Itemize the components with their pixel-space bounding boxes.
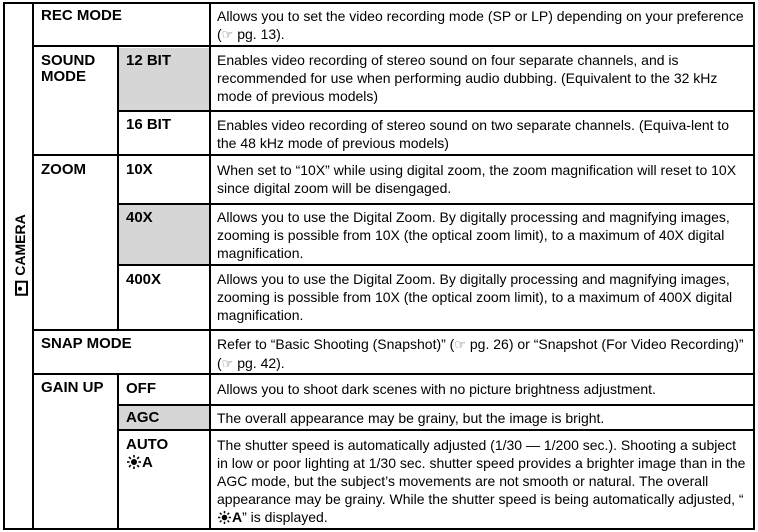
page-ref-icon: ☞ — [221, 356, 234, 371]
divider-h-off — [117, 404, 755, 406]
divider-h-40x — [117, 264, 755, 266]
section-label-text: CAMERA — [12, 214, 28, 276]
gain-off-desc: Allows you to shoot dark scenes with no picture brightness adjustment. — [217, 381, 656, 397]
zoom-40x-label: 40X — [126, 209, 153, 226]
gain-auto-desc: The shutter speed is automatically adjusted (1/30 — 1/200 sec.). Shooting a subject in low or poor lighting at 1/30 sec. shutter speed provides a brighter image than in the AGC mode, but the subject’s movements are not smooth or natural. The overall appearance may be grainy. While the shutter speed is being automatically adjusted, “A” is displayed. — [217, 437, 746, 525]
gain-agc-label: AGC — [126, 409, 160, 426]
gain-auto-label — [126, 437, 168, 471]
divider-h-agc — [117, 429, 755, 431]
sound-mode-label: SOUND MODE — [41, 52, 96, 85]
section-label — [10, 200, 30, 310]
sound-16bit-desc: Enables video recording of stereo sound on two separate channels. (Equiva-lent to the 48 kHz mode of previous models) — [217, 117, 730, 151]
zoom-10x-desc: When set to “10X” while using digital zoom, the zoom magnification will reset to 10X since digital zoom will be disengaged. — [217, 162, 737, 196]
snap-mode-desc: Refer to “Basic Shooting (Snapshot)” (☞ pg. 26) or “Snapshot (For Video Recording)” (☞ pg. 42). — [217, 336, 744, 371]
zoom-label: ZOOM — [41, 161, 86, 178]
divider-v-sub-gain — [117, 375, 119, 530]
zoom-40x-desc: Allows you to use the Digital Zoom. By digitally processing and magnifying images, zooming is possible from 10X (the optical zoom limit), to a maximum of 40X digital magnification. — [217, 209, 730, 261]
camera-icon — [15, 281, 28, 296]
sun-icon — [126, 455, 142, 469]
zoom-400x-desc: Allows you to use the Digital Zoom. By digitally processing and magnifying images, zooming is possible from 10X (the optical zoom limit), to a maximum of 400X digital magnification. — [217, 271, 733, 323]
divider-h-snap — [32, 373, 755, 375]
sound-16bit-label: 16 BIT — [126, 116, 172, 133]
divider-v-desc — [209, 2, 211, 530]
divider-h-zoom — [32, 329, 755, 331]
zoom-400x-label: 400X — [126, 271, 162, 288]
sun-icon — [217, 511, 232, 524]
divider-h-sound — [32, 154, 755, 156]
rec-mode-label: REC MODE — [41, 7, 122, 24]
page-ref-icon: ☞ — [454, 337, 466, 352]
gain-agc-desc: The overall appearance may be grainy, but the image is bright. — [217, 410, 605, 426]
divider-h-rec — [32, 45, 755, 47]
divider-h-10x — [117, 203, 755, 205]
divider-v-section — [32, 2, 34, 530]
gain-up-label: GAIN UP — [41, 379, 104, 396]
rec-mode-desc: Allows you to set the video recording mode (SP or LP) depending on your preference (☞ pg. 13). — [217, 8, 744, 42]
sound-12bit-label: 12 BIT — [126, 52, 172, 69]
divider-v-sub — [117, 46, 119, 330]
gain-off-label: OFF — [126, 380, 156, 397]
page-ref-icon: ☞ — [221, 27, 234, 42]
snap-mode-label: SNAP MODE — [41, 335, 132, 352]
gain-auto-label-line1: AUTO — [126, 436, 169, 453]
zoom-10x-label: 10X — [126, 161, 153, 178]
gain-auto-label-line2: A — [142, 454, 153, 471]
divider-h-12bit — [117, 110, 755, 112]
sound-12bit-desc: Enables video recording of stereo sound on four separate channels, and is recommended for use when performing audio dubbing. (Equivalent to the 32 kHz mode of previous models) — [217, 52, 718, 104]
